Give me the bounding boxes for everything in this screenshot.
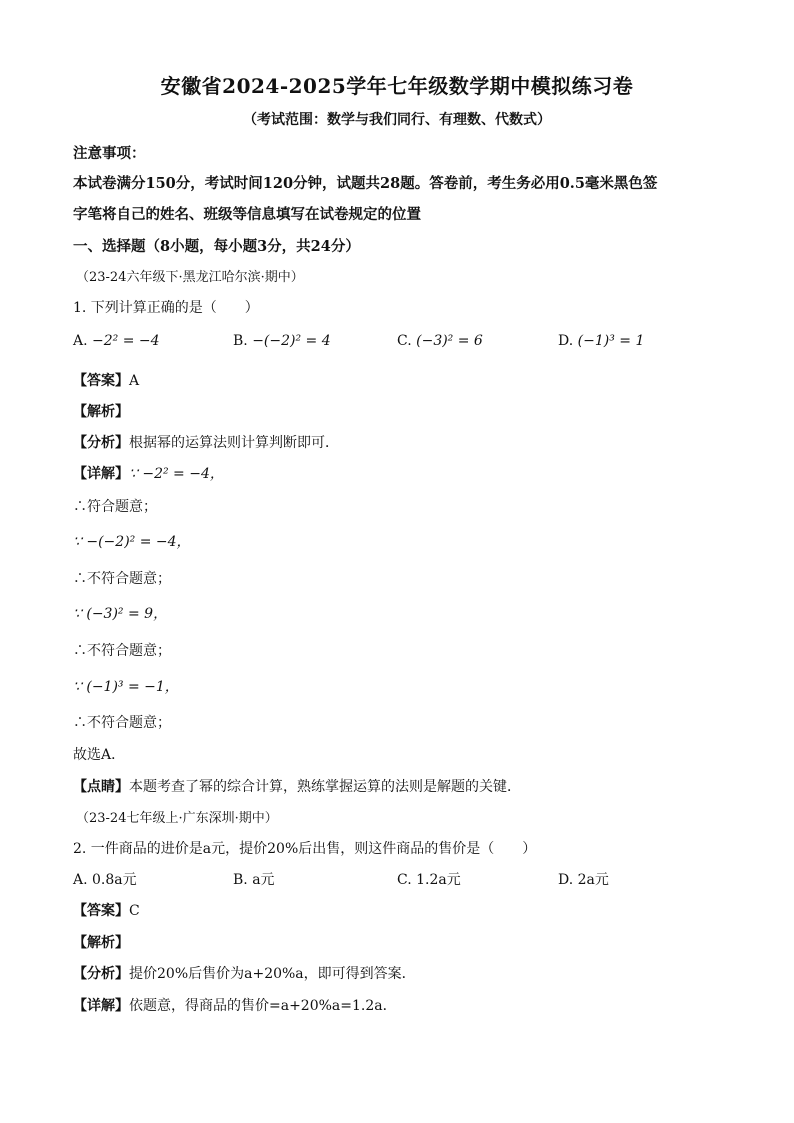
q2-analysis-tag: 【解析】: [73, 935, 129, 951]
q1-step: ∴不符合题意；: [73, 715, 171, 731]
option-expression: 1.2a元: [416, 872, 461, 888]
answer-tag: 【答案】: [73, 903, 129, 919]
notice-line-2: 字笔将自己的姓名、班级等信息填写在试卷规定的位置: [73, 206, 421, 223]
option-expression: (−1)³ = 1: [577, 333, 645, 349]
q1-option-c: [397, 333, 483, 349]
page-title: 安徽省2024-2025学年七年级数学期中模拟练习卷: [160, 74, 634, 98]
q2-fenxi: [73, 963, 416, 983]
option-expression: −2² = −4: [92, 333, 160, 349]
option-letter: C.: [397, 333, 412, 349]
q1-step: ∵ (−1)³ = −1，: [73, 679, 179, 695]
fenxi-text: 提价20%后售价为a+20%a，即可得到答案．: [129, 966, 416, 982]
fenxi-tag: 【分析】: [73, 966, 129, 982]
q1-fenxi: [73, 432, 339, 452]
option-letter: B.: [233, 333, 248, 349]
comment-tag: 【点睛】: [73, 779, 129, 795]
q1-stem: 1. 下列计算正确的是（ ）: [73, 300, 259, 316]
q1-step: ∴不符合题意；: [73, 643, 171, 659]
option-letter: D.: [558, 872, 574, 888]
option-letter: D.: [558, 333, 574, 349]
q1-analysis-tag: 【解析】: [73, 404, 129, 420]
detail-text: 依题意，得商品的售价=a+20%a=1.2a．: [129, 998, 397, 1014]
q2-stem: 2. 一件商品的进价是a元，提价20%后出售，则这件商品的售价是（ ）: [73, 841, 537, 857]
detail-tag: 【详解】: [73, 466, 129, 482]
fenxi-tag: 【分析】: [73, 435, 129, 451]
notice-line-1: 本试卷满分150分，考试时间120分钟，试题共28题。答卷前，考生务必用0.5毫米黑色签: [73, 175, 658, 192]
option-letter: A.: [73, 872, 88, 888]
option-expression: −(−2)² = 4: [252, 333, 331, 349]
answer-value: C: [129, 903, 140, 919]
q1-step: 故选A．: [73, 747, 126, 763]
q1-source: （23-24六年级下·黑龙江哈尔滨·期中）: [76, 270, 304, 285]
option-expression: 2a元: [577, 872, 609, 888]
q1-option-b: [233, 333, 331, 349]
q1-step: ∴符合题意；: [73, 499, 157, 515]
q1-step: ∴不符合题意；: [73, 571, 171, 587]
answer-tag: 【答案】: [73, 373, 129, 389]
q1-comment: [73, 776, 521, 796]
q2-option-d: [558, 869, 609, 889]
notice-heading: 注意事项：: [73, 145, 146, 162]
option-expression: (−3)² = 6: [416, 333, 483, 349]
section-heading: 一、选择题（8小题，每小题3分，共24分）: [73, 238, 360, 255]
q2-detail: [73, 995, 397, 1015]
q1-option-a: [73, 333, 160, 349]
q1-detail: [73, 463, 224, 483]
q2-option-b: [233, 869, 275, 889]
q2-source: （23-24七年级上·广东深圳·期中）: [76, 811, 278, 826]
q2-answer: [73, 900, 140, 920]
comment-text: 本题考查了幂的综合计算，熟练掌握运算的法则是解题的关键．: [129, 779, 521, 795]
q1-step: ∵ (−3)² = 9，: [73, 606, 168, 622]
option-expression: a元: [252, 872, 275, 888]
detail-step: ∵ −2² = −4，: [129, 466, 224, 482]
q1-step: ∵ −(−2)² = −4，: [73, 534, 191, 550]
option-letter: A.: [73, 333, 88, 349]
q2-option-c: [397, 869, 461, 889]
answer-value: A: [129, 373, 140, 389]
exam-scope: （考试范围：数学与我们同行、有理数、代数式）: [243, 112, 551, 128]
option-letter: B.: [233, 872, 248, 888]
q1-option-d: [558, 333, 644, 349]
fenxi-text: 根据幂的运算法则计算判断即可．: [129, 435, 339, 451]
option-expression: 0.8a元: [92, 872, 137, 888]
q2-option-a: [73, 869, 137, 889]
q1-answer: [73, 370, 139, 390]
option-letter: C.: [397, 872, 412, 888]
detail-tag: 【详解】: [73, 998, 129, 1014]
